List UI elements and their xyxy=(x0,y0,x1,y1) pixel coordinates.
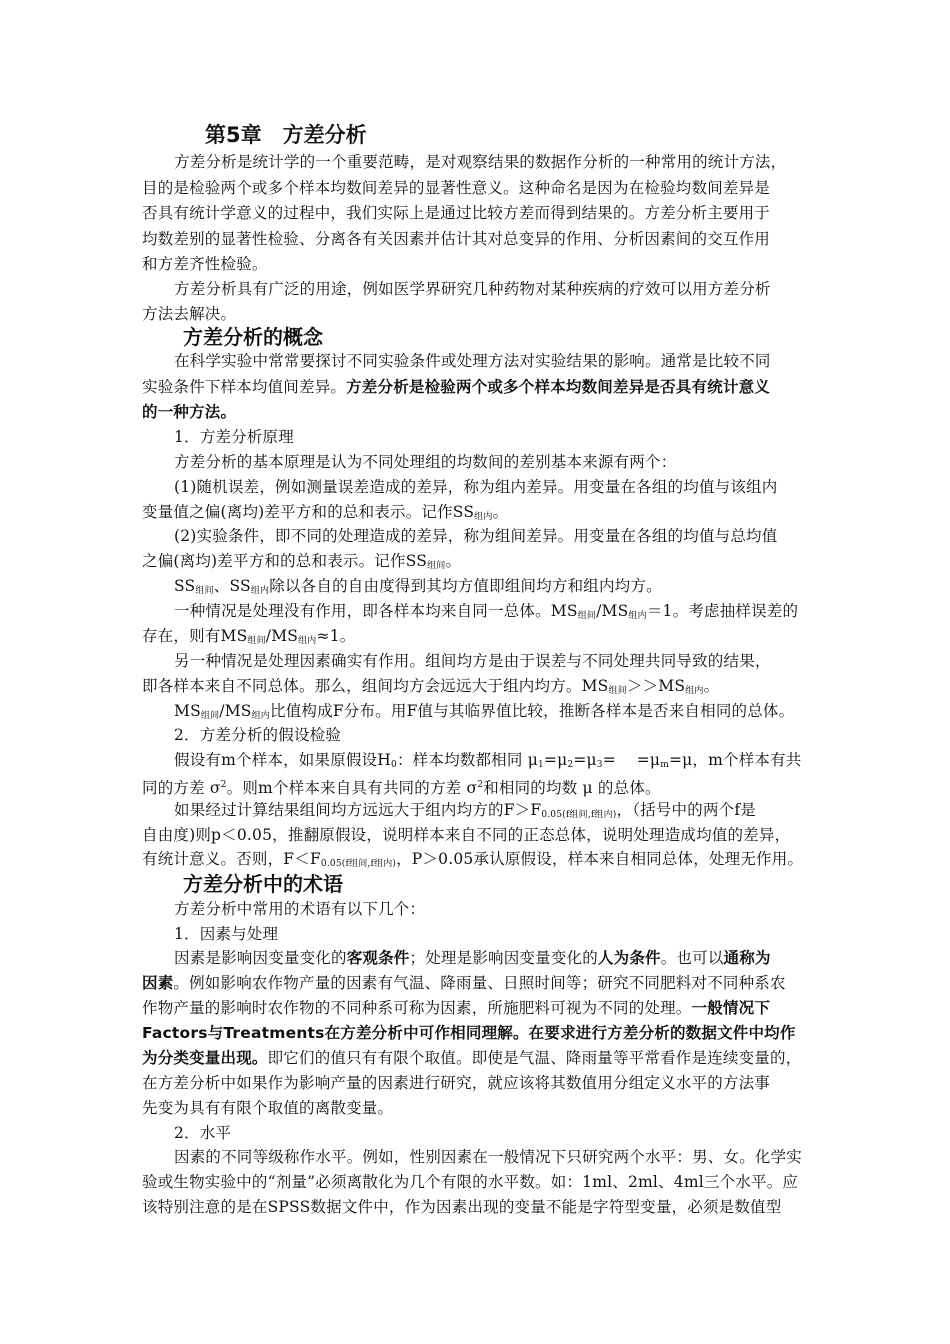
text-run: 因素是影响因变量变化的 xyxy=(174,949,347,967)
paragraph-line: 均数差别的显著性检验、分离各有关因素并估计其对总变异的作用、分析因素间的交互作用 xyxy=(142,230,771,248)
section-heading: 方差分析的概念 xyxy=(183,325,323,349)
text-run: 。也可以 xyxy=(660,949,724,967)
text-run: =μ xyxy=(573,751,597,769)
subscript: 0.05(f组间,f组内) xyxy=(320,859,397,869)
text-run: 一种情况是处理没有作用，即各样本均来自同一总体。MS xyxy=(174,602,578,620)
text-run: ≈1。 xyxy=(316,627,356,645)
paragraph-line xyxy=(142,996,814,1020)
paragraph-line xyxy=(142,549,814,573)
subscript: 0 xyxy=(391,760,397,770)
paragraph-line xyxy=(174,574,814,598)
paragraph-line: 和方差齐性检验。 xyxy=(142,255,268,273)
text-run: 即它们的值只有有限个取值。即使是气温、降雨量等平常看作是连续变量的， xyxy=(267,1049,802,1067)
subscript: 组内 xyxy=(251,711,271,721)
text-run: 、SS xyxy=(213,577,251,595)
subscript: 组内 xyxy=(685,686,704,696)
subscript: 组内 xyxy=(298,636,317,646)
text-run: 比值构成F分布。用F值与其临界值比较，推断各样本是否来自相同的总体。 xyxy=(270,702,795,720)
paragraph-line: 方法去解决。 xyxy=(142,305,237,323)
text-run: ：样本均数都相同 μ xyxy=(396,751,538,769)
bold-text: 因素 xyxy=(142,974,174,992)
text-run: 变量值之偏(离均)差平方和的总和表示。记作SS xyxy=(142,503,475,521)
subscript: 组内 xyxy=(628,611,647,621)
paragraph-line: 方差分析具有广泛的用途，例如医学界研究几种药物对某种疾病的疗效可以用方差分析 xyxy=(174,280,771,298)
paragraph-line xyxy=(142,500,814,524)
text-run: 。 xyxy=(445,552,462,570)
paragraph-line xyxy=(142,375,814,399)
paragraph-line xyxy=(174,699,814,723)
text-run: 实验条件下样本均值间差异。 xyxy=(142,378,347,396)
text-run: 和相同的均数 μ 的总体。 xyxy=(483,779,661,797)
subscript: 组间 xyxy=(247,636,266,646)
text-run: ＝1。考虑抽样误差的 xyxy=(646,602,799,620)
text-run: 假设有m个样本，如果原假设H xyxy=(174,751,392,769)
paragraph-line: 方差分析是统计学的一个重要范畴，是对观察结果的数据作分析的一种常用的统计方法， xyxy=(174,153,787,171)
text-run: 存在，则有MS xyxy=(142,627,248,645)
paragraph-line xyxy=(174,748,814,772)
text-run: 即各样本来自不同总体。那么，组间均方会远远大于组内均方。MS xyxy=(142,677,609,695)
subscript: 2 xyxy=(567,760,574,770)
bold-text: 人为条件 xyxy=(597,949,661,967)
text-run: 作物产量的影响时农作物的不同种系可称为因素，所施肥料可视为不同的处理。 xyxy=(142,999,692,1017)
bold-text: 方差分析是检验两个或多个样本均数间差异是否具有统计意义 xyxy=(346,378,771,396)
text-run: 如果经过计算结果组间均方远远大于组内均方的F＞F xyxy=(174,801,542,819)
subscript: 组内 xyxy=(250,586,270,596)
subscript: 3 xyxy=(596,760,603,770)
bold-text: 通称为 xyxy=(723,949,771,967)
text-run: ；处理是影响因变量变化的 xyxy=(409,949,598,967)
bold-text: 一般情况下 xyxy=(691,999,771,1017)
paragraph-line: 该特别注意的是在SPSS数据文件中，作为因素出现的变量不能是字符型变量，必须是数值型 xyxy=(142,1198,782,1216)
list-item: 2．方差分析的假设检验 xyxy=(174,726,342,744)
paragraph-line: 方差分析中常用的术语有以下几个： xyxy=(174,900,426,918)
paragraph-line: 因素的不同等级称作水平。例如，性别因素在一般情况下只研究两个水平：男、女。化学实 xyxy=(174,1148,803,1166)
section-heading: 方差分析中的术语 xyxy=(183,872,343,896)
subscript: 1 xyxy=(537,760,544,770)
bold-text: Factors与Treatments在方差分析中可作相同理解。在要求进行方差分析的数据文件中均作 xyxy=(142,1024,796,1042)
paragraph-line xyxy=(174,946,814,970)
subscript: 组间 xyxy=(200,711,220,721)
paragraph-line xyxy=(142,674,814,698)
paragraph-line: 自由度)则p＜0.05，推翻原假设，说明样本来自不同的正态总体，说明处理造成均值的差异， xyxy=(142,826,791,844)
text-run: 。 xyxy=(492,503,509,521)
text-run: /MS xyxy=(596,602,629,620)
paragraph-line: 另一种情况是处理因素确实有作用。组间均方是由于误差与不同处理共同导致的结果， xyxy=(174,652,771,670)
text-run: 除以各自的自由度得到其均方值即组间均方和组内均方。 xyxy=(269,577,662,595)
text-run: 同的方差 σ xyxy=(142,779,221,797)
text-run: ，P＞0.05承认原假设，样本来自相同总体，处理无作用。 xyxy=(396,850,804,868)
paragraph-line xyxy=(142,971,814,995)
bold-text: 客观条件 xyxy=(346,949,410,967)
paragraph-line: 目的是检验两个或多个样本均数间差异的显著性意义。这种命名是因为在检验均数间差异是 xyxy=(142,179,771,197)
text-run: MS xyxy=(174,702,201,720)
text-run: 之偏(离均)差平方和的总和表示。记作SS xyxy=(142,552,428,570)
list-item: 1．方差分析原理 xyxy=(174,428,294,446)
text-run: 有统计意义。否则，F＜F xyxy=(142,850,321,868)
text-run: /MS xyxy=(219,702,252,720)
paragraph-line: 先变为具有有限个取值的离散变量。 xyxy=(142,1099,394,1117)
paragraph-line xyxy=(142,624,814,648)
subscript: m xyxy=(660,760,669,770)
list-item: 1．因素与处理 xyxy=(174,925,279,943)
subscript: 组内 xyxy=(474,512,493,522)
text-run: 。则m个样本来自具有共同的方差 σ xyxy=(226,779,478,797)
bold-text: 为分类变量出现。 xyxy=(142,1049,268,1067)
chapter-title: 第5章 方差分析 xyxy=(205,123,367,147)
list-item: 2．水平 xyxy=(174,1124,232,1142)
paragraph-line: 否具有统计学意义的过程中，我们实际上是通过比较方差而得到结果的。方差分析主要用于 xyxy=(142,204,771,222)
text-run: /MS xyxy=(265,627,299,645)
text-run: SS xyxy=(174,577,196,595)
paragraph-line: 在科学实验中常常要探讨不同实验条件或处理方法对实验结果的影响。通常是比较不同 xyxy=(174,352,771,370)
paragraph-line xyxy=(142,773,814,797)
bold-text: 的一种方法。 xyxy=(142,403,237,421)
text-run: ＞＞MS xyxy=(626,677,686,695)
paragraph-line: 验或生物实验中的“剂量”必须离散化为几个有限的水平数。如：1ml、2ml、4ml三个水平。应 xyxy=(142,1173,799,1191)
text-run: ，（括号中的两个f是 xyxy=(616,801,756,819)
paragraph-line: 在方差分析中如果作为影响产量的因素进行研究，就应该将其数值用分组定义水平的方法事 xyxy=(142,1074,771,1092)
text-run: 。 xyxy=(703,677,720,695)
subscript: 0.05(f组间,f组内) xyxy=(541,810,617,820)
text-run: =μ，m个样本有共 xyxy=(668,751,802,769)
subscript: 组间 xyxy=(427,561,446,571)
text-run: 。例如影响农作物产量的因素有气温、降雨量、日照时间等；研究不同肥料对不同种系农 xyxy=(173,974,786,992)
paragraph-line xyxy=(174,599,814,623)
text-run: =μ xyxy=(543,751,568,769)
subscript: 组间 xyxy=(195,586,214,596)
text-run: = =μ xyxy=(602,751,661,769)
paragraph-line: (1)随机误差，例如测量误差造成的差异，称为组内差异。用变量在各组的均值与该组内 xyxy=(174,478,778,496)
superscript: 2 xyxy=(220,780,227,790)
paragraph-line xyxy=(142,1046,814,1070)
paragraph-line xyxy=(142,847,814,871)
superscript: 2 xyxy=(477,780,484,790)
subscript: 组间 xyxy=(608,686,627,696)
paragraph-line xyxy=(174,798,814,822)
paragraph-line: 方差分析的基本原理是认为不同处理组的均数间的差别基本来源有两个： xyxy=(174,453,677,471)
subscript: 组间 xyxy=(577,611,597,621)
paragraph-line: (2)实验条件，即不同的处理造成的差异，称为组间差异。用变量在各组的均值与总均值 xyxy=(174,527,778,545)
